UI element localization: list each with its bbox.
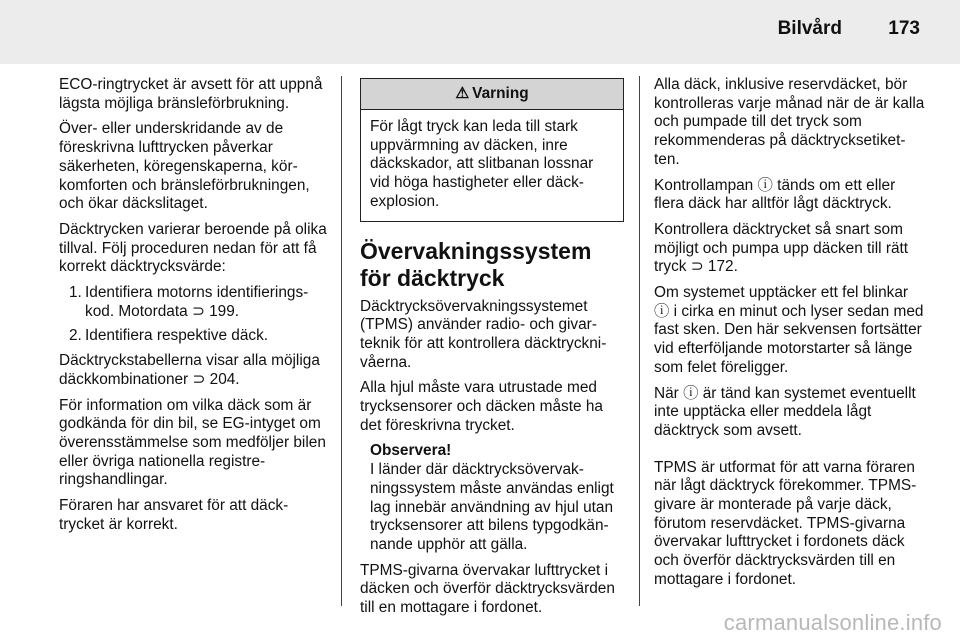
paragraph: Däcktryckstabellerna visar alla möjliga däckkombinationer ⊃ 204. [59, 352, 320, 388]
paragraph: För information om vilka däck som är godkända för din bil, se EG-intyget om överensstämmelse som medföljer bilen eller övriga nationella registreringshandlingar. [59, 396, 326, 489]
note-text: I länder där däcktrycksövervakningssystem måste användas enligt lag innebär användning av hjul utan trycksensorer att bilens typgodkännande upphör att gälla. [370, 461, 614, 553]
column-left [59, 76, 327, 541]
paragraph: Däcktrycksövervakningssystemet (TPMS) använder radio- och givarteknik för att kontrollera däcktrycknivåerna. [360, 297, 607, 371]
section-title: Bilvård [777, 18, 842, 39]
spacer [654, 448, 926, 459]
warning-box [360, 78, 624, 222]
paragraph: Föraren har ansvaret för att däcktrycket är korrekt. [59, 497, 289, 533]
page-number: 173 [888, 18, 920, 39]
list-number: 1. [69, 284, 82, 302]
note-title: Observera! [370, 442, 452, 460]
paragraph: TPMS-givarna övervakar lufttrycket i däcken och överför däcktrycksvärden till en mottagare i fordonet. [360, 561, 615, 617]
warning-icon: ⚠ [455, 84, 470, 102]
paragraph: Kontrollampan ⓘ tänds om ett eller flera däck har alltför lågt däcktryck. [654, 176, 896, 213]
paragraph: Kontrollera däcktrycket så snart som möjligt och pumpa upp däcken till rätt tryck ⊃ 172. [654, 220, 909, 276]
warning-text: För lågt tryck kan leda till stark uppvärmning av däcken, inre däckskador, att slitbanan lossnar vid höga hastigheter eller däckexplosion. [370, 118, 594, 210]
warning-title: Varning [472, 84, 529, 102]
list-item [59, 327, 327, 346]
paragraph: När ⓘ är tänd kan systemet eventuellt inte upptäcka eller meddela lågt däcktryck som avsett. [654, 384, 916, 439]
paragraph: Alla hjul måste vara utrustade med trycksensorer och däcken måste ha det föreskrivna trycket. [360, 379, 603, 434]
warning-header [361, 79, 623, 110]
section-heading: Övervakningssystem för däcktryck [360, 237, 592, 291]
column-divider [341, 76, 342, 606]
list-item [59, 284, 327, 321]
list-text: Identifiera motorns identifieringskod. Motordata ⊃ 199. [85, 284, 309, 320]
column-middle [360, 76, 624, 625]
list-number: 2. [69, 327, 82, 345]
column-divider [639, 76, 640, 606]
paragraph: Över- eller underskridande av de föreskrivna lufttrycken påverkar säkerheten, köregenskaperna, körkomforten och bränsleförbrukningen, och ökar däckslitaget. [59, 120, 310, 213]
paragraph: Däcktrycken varierar beroende på olika tillval. Följ proceduren nedan för att få korrekt däcktrycksvärde: [59, 220, 327, 276]
note-block [360, 442, 624, 554]
paragraph: TPMS är utformat för att varna föraren när lågt däcktryck förekommer. TPMS-givare är monterade på varje däck, förutom reservdäcket. TPMS-givarna övervakar lufttrycket i fordonets däck och överför däcktrycksvärden till en mottagare i fordonet. [654, 458, 917, 588]
paragraph: ECO-ringtrycket är avsett för att uppnå lägsta möjliga bränsleförbrukning. [59, 76, 323, 112]
watermark: carmanualsonline.info [723, 610, 942, 635]
column-right [654, 76, 926, 597]
paragraph: Om systemet upptäcker ett fel blinkar ⓘ i cirka en minut och lyser sedan med fast sken. Den här sekvensen fortsätter vid efterföljande motorstarter så länge som felet föreligger. [654, 284, 924, 376]
list-text: Identifiera respektive däck. [85, 327, 269, 345]
paragraph: Alla däck, inklusive reservdäcket, bör kontrolleras varje månad när de är kalla och pumpade till det tryck som rekommenderas på däcktrycksetiketten. [654, 76, 925, 168]
